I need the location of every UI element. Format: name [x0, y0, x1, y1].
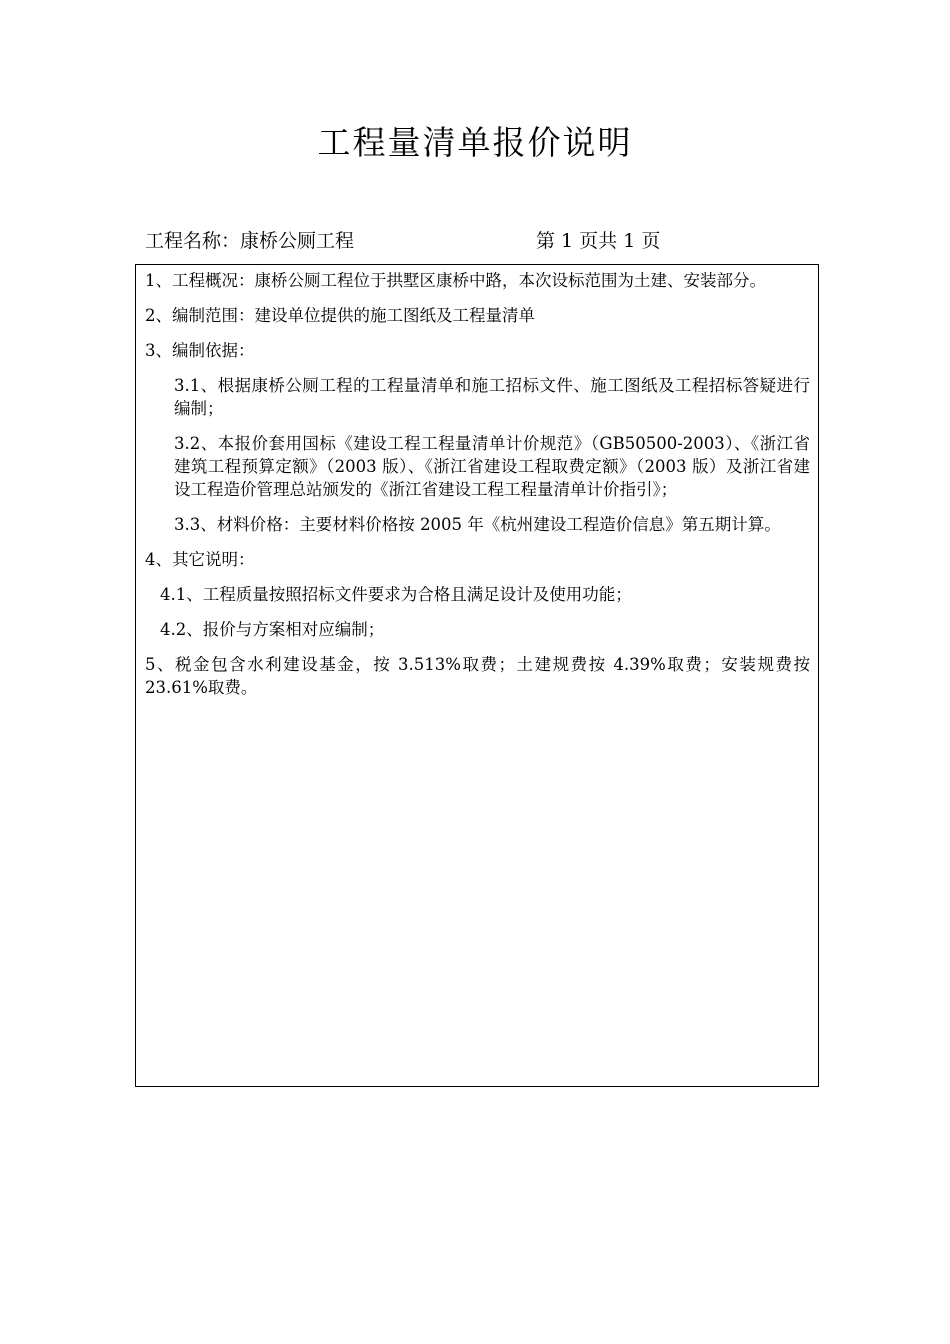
section-tax: 5、税金包含水利建设基金，按 3.513%取费；土建规费按 4.39%取费；安装规费按 23.61%取费。: [145, 655, 810, 697]
section-basis-heading: 3、编制依据：: [145, 341, 255, 360]
header-info-row: [145, 226, 825, 256]
section-basis-3-2: 3.2、本报价套用国标《建设工程工程量清单计价规范》（GB50500-2003）、《浙江省建筑工程预算定额》（2003 版）、《浙江省建设工程取费定额》（2003 版）及浙江省建设工程造价管理总站颁发的《浙江省建设工程工程量清单计价指引》；: [174, 434, 810, 499]
section-basis-3-3: 3.3、材料价格：主要材料价格按 2005 年《杭州建设工程造价信息》第五期计算。: [174, 515, 781, 534]
project-name: 工程名称：康桥公厕工程: [145, 230, 355, 252]
page-count: 第 1 页共 1 页: [536, 230, 661, 252]
section-overview: 1、工程概况：康桥公厕工程位于拱墅区康桥中路，本次设标范围为土建、安装部分。: [145, 271, 766, 290]
section-other-4-1: 4.1、工程质量按照招标文件要求为合格且满足设计及使用功能；: [160, 585, 632, 604]
description-box: [135, 264, 819, 1087]
section-other-heading: 4、其它说明：: [145, 550, 255, 569]
section-other-4-2: 4.2、报价与方案相对应编制；: [160, 620, 385, 639]
page-title: 工程量清单报价说明: [317, 123, 633, 162]
section-basis-3-1: 3.1、根据康桥公厕工程的工程量清单和施工招标文件、施工图纸及工程招标答疑进行编制；: [174, 376, 810, 418]
section-scope: 2、编制范围：建设单位提供的施工图纸及工程量清单: [145, 306, 535, 325]
